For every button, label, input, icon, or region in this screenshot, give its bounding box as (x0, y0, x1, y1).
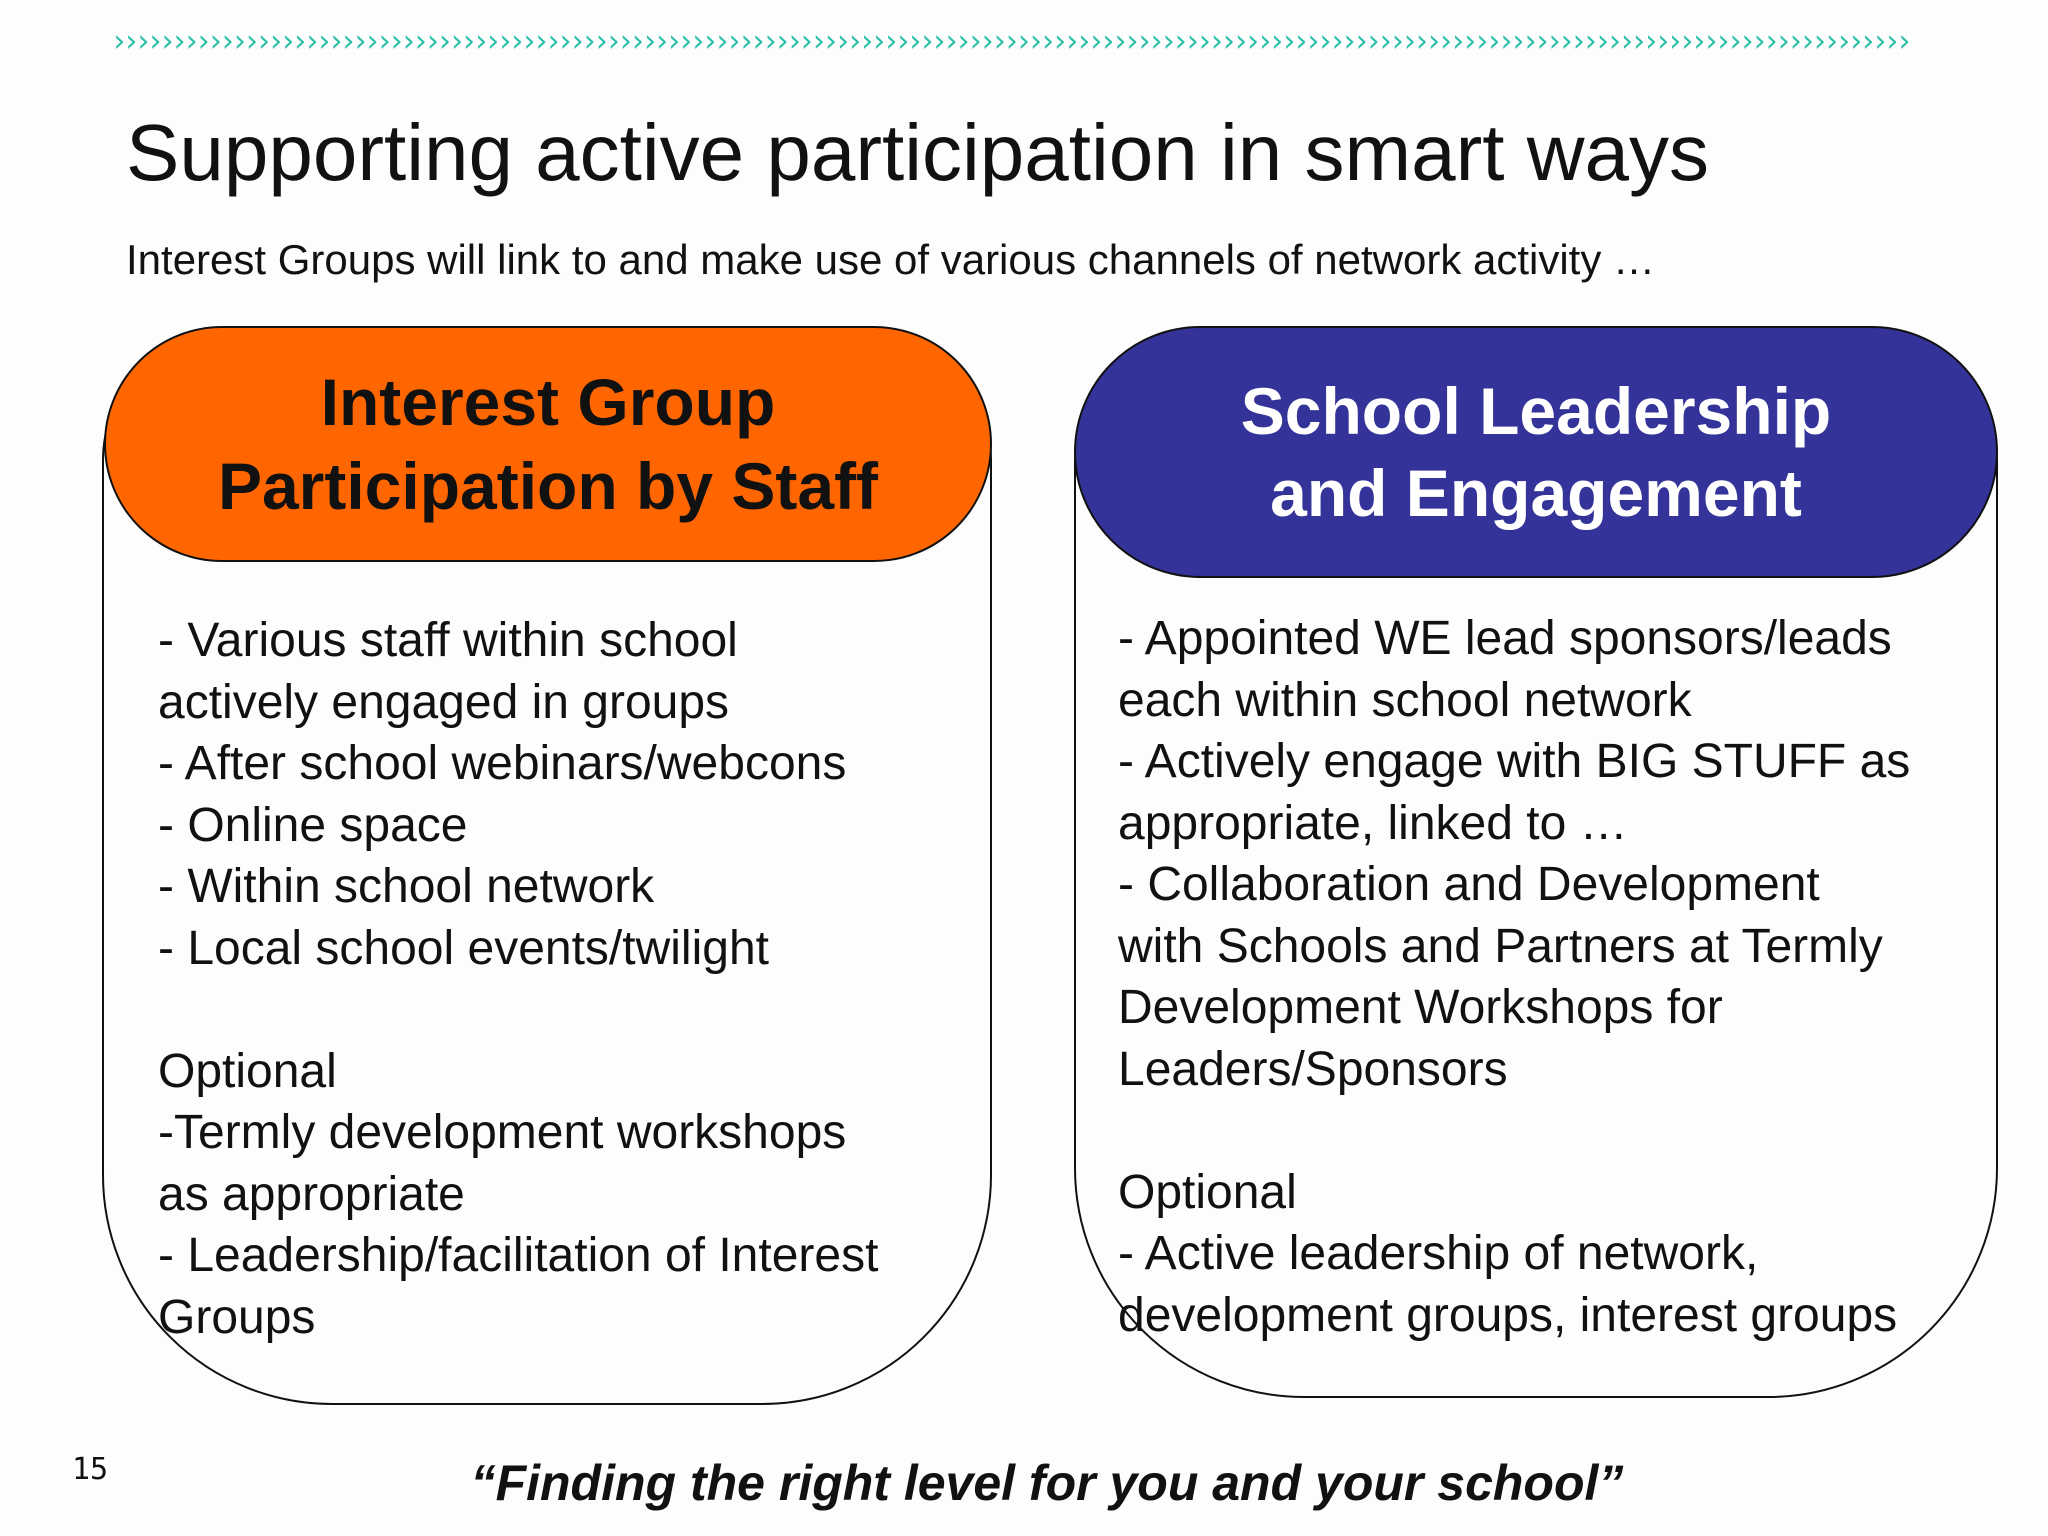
list-item: - Within school network (158, 860, 655, 913)
list-item: - After school webinars/webcons (158, 737, 847, 790)
list-item: - Actively engage with BIG STUFF as (1118, 735, 1911, 788)
list-item: - Local school events/twilight (158, 921, 769, 975)
list-spacer (1118, 1100, 1910, 1162)
leadership-engagement-list (1118, 608, 1910, 1346)
staff-header-line-2: Participation by Staff (217, 449, 879, 523)
optional-heading: Optional (158, 1044, 337, 1098)
list-item: -Termly development workshops (158, 1106, 847, 1159)
chevron-decoration: ››››››››››››››››››››››››››››››››››››››››››››››››››››››››››››››››››››››››››››››››››››››››››››››››››››››››››››››››››››››››››››››››››››››››››››››››››››› (110, 24, 1908, 59)
list-item: actively engaged in groups (158, 675, 730, 729)
list-item: - Collaboration and Development (1118, 858, 1820, 911)
leadership-engagement-header (1074, 326, 1998, 578)
footer-quote: “Finding the right level for you and your school” (470, 1455, 1624, 1511)
list-item: - Various staff within school (158, 614, 738, 667)
list-item: Leaders/Sponsors (1118, 1042, 1508, 1096)
leadership-header-line-1: School Leadership (1240, 374, 1832, 448)
optional-heading: Optional (1118, 1165, 1297, 1219)
leadership-header-line-2: and Engagement (1270, 456, 1802, 530)
list-item: Groups (158, 1290, 316, 1344)
slide-subtitle: Interest Groups will link to and make use of various channels of network activity … (126, 236, 1656, 283)
staff-header-line-1: Interest Group (320, 365, 776, 439)
slide-title: Supporting active participation in smart ways (126, 108, 1709, 197)
list-item: with Schools and Partners at Termly (1118, 919, 1883, 973)
list-item: - Leadership/facilitation of Interest (158, 1229, 879, 1282)
list-item: each within school network (1118, 673, 1692, 727)
page-number: 15 (72, 1452, 109, 1487)
list-item: Development Workshops for (1118, 981, 1723, 1034)
list-item: development groups, interest groups (1118, 1288, 1898, 1342)
list-item: - Online space (158, 798, 468, 852)
list-spacer (158, 979, 878, 1041)
list-item: as appropriate (158, 1167, 465, 1221)
list-item: - Appointed WE lead sponsors/leads (1118, 612, 1892, 665)
staff-participation-header (104, 326, 992, 562)
staff-participation-list (158, 610, 878, 1348)
list-item: - Active leadership of network, (1118, 1227, 1759, 1280)
list-item: appropriate, linked to … (1118, 796, 1628, 850)
